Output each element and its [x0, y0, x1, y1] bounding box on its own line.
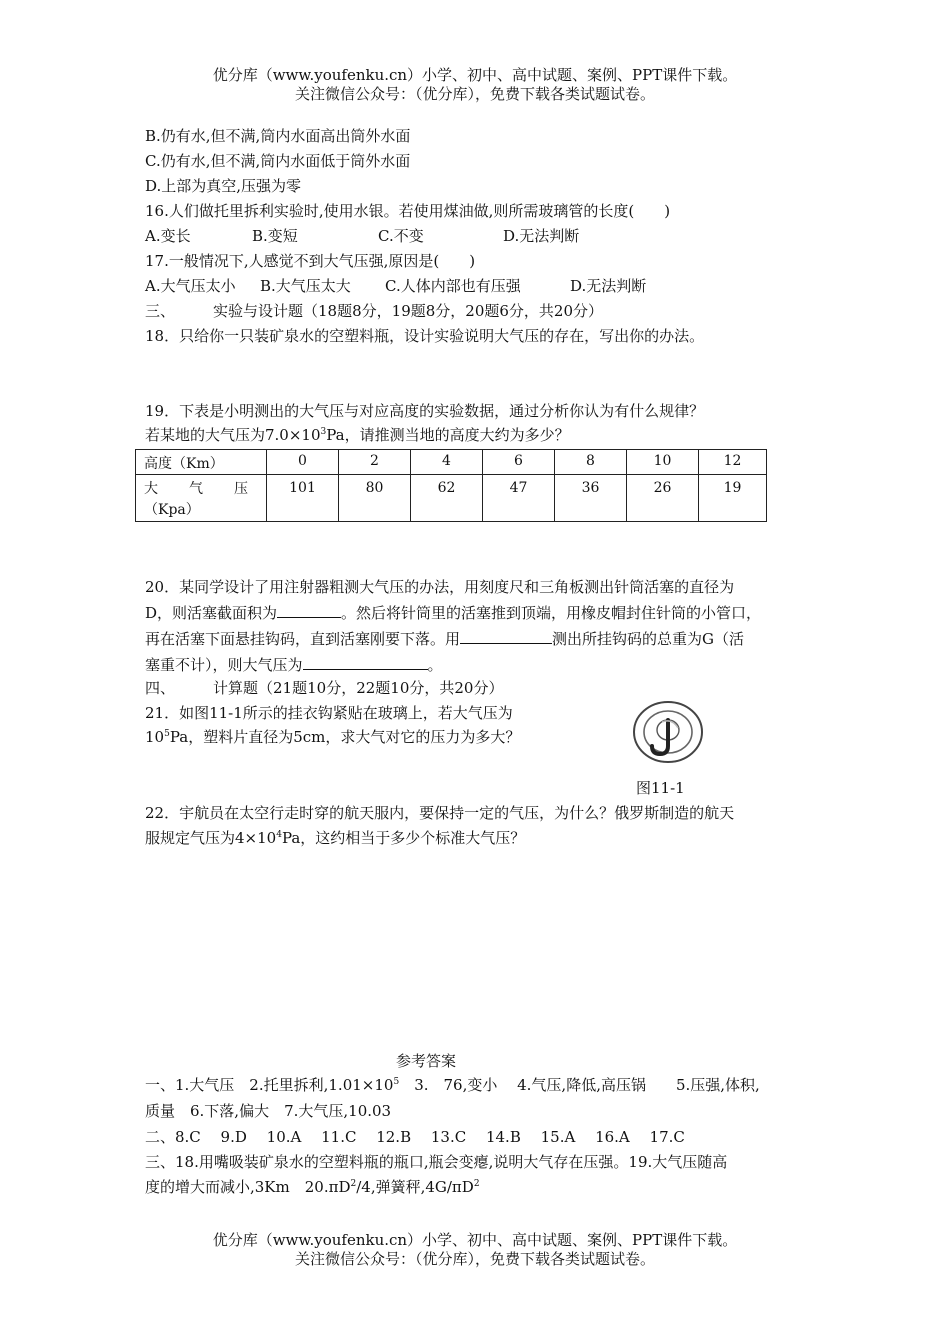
- table-cell: 6: [483, 450, 555, 475]
- answers-title: 参考答案: [396, 1052, 457, 1070]
- q21-line-2: $10^5Pa$，塑料片直径为5cm，求大气对它的压力为多大？: [145, 728, 521, 746]
- q15-option-d: D.上部为真空,压强为零: [145, 177, 302, 195]
- table-cell: 8: [555, 450, 627, 475]
- q15-option-c: C.仍有水,但不满,筒内水面低于筒外水面: [145, 152, 411, 170]
- table-row-height: [136, 450, 767, 475]
- q16-option-b: B.变短: [252, 227, 298, 245]
- answer-blank[interactable]: [460, 629, 552, 644]
- table-cell: 0: [267, 450, 339, 475]
- figure-caption: 图11-1: [636, 779, 685, 797]
- section-3-title: 实验与设计题（18题8分，19题8分，20题6分，共20分）: [213, 302, 603, 320]
- section-4-title: 计算题（21题10分，22题10分，共20分）: [213, 679, 504, 697]
- q21-line-1: 21．如图11-1所示的挂衣钩紧贴在玻璃上，若大气压为: [145, 704, 513, 722]
- q16-stem: 16.人们做托里拆利实验时,使用水银。若使用煤油做,则所需玻璃管的长度( ): [145, 202, 671, 220]
- q17-option-a: A.大气压太小: [145, 277, 236, 295]
- answer-blank[interactable]: [303, 655, 428, 670]
- q17-option-b: B.大气压太大: [260, 277, 351, 295]
- answers-line-3: 二、8.C 9.D 10.A 11.C 12.B 13.C 14.B 15.A 16.A 17.C: [145, 1128, 685, 1146]
- table-cell: 101: [267, 475, 339, 522]
- q22-line-2: 服规定气压为$4\times 10^4Pa$，这约相当于多少个标准大气压？: [145, 829, 526, 847]
- section-4-number: 四、: [145, 679, 176, 697]
- q22-line-1: 22．宇航员在太空行走时穿的航天服内，要保持一定的气压，为什么？俄罗斯制造的航天: [145, 804, 735, 822]
- table-header-height: 高度（Km）: [136, 450, 267, 475]
- table-cell: 19: [699, 475, 767, 522]
- answers-line-1: 一、1.大气压 2.托里拆利$,1.01\times 10^5$ 3. 76,变小 4.气压,降低,高压锅 5.压强,体积,: [145, 1076, 760, 1094]
- table-cell: 62: [411, 475, 483, 522]
- q20-line-3: 再在活塞下面悬挂钩码，直到活塞刚要下落。用 测出所挂钩码的总重为G（活: [145, 630, 744, 648]
- table-header-pressure: 大 气 压 （Kpa）: [136, 475, 267, 522]
- suction-hook-icon: [632, 700, 704, 764]
- table-cell: 10: [627, 450, 699, 475]
- answers-line-4: 三、18.用嘴吸装矿泉水的空塑料瓶的瓶口,瓶会变瘪,说明大气存在压强。19.大气压随高: [145, 1153, 728, 1171]
- q18-text: 18．只给你一只装矿泉水的空塑料瓶，设计实验说明大气压的存在，写出你的办法。: [145, 327, 705, 345]
- answer-blank[interactable]: [277, 603, 341, 618]
- q19-line-1: 19．下表是小明测出的大气压与对应高度的实验数据，通过分析你认为有什么规律？: [145, 402, 705, 420]
- q15-option-b: B.仍有水,但不满,筒内水面高出筒外水面: [145, 127, 411, 145]
- section-3-heading: [145, 301, 603, 321]
- q17-option-c: C.人体内部也有压强: [385, 277, 521, 295]
- q20-line-1: 20．某同学设计了用注射器粗测大气压的办法，用刻度尺和三角板测出针筒活塞的直径为: [145, 578, 735, 596]
- table-cell: 26: [627, 475, 699, 522]
- section-4-heading: [145, 678, 503, 698]
- q16-option-d: D.无法判断: [503, 227, 580, 245]
- table-cell: 80: [339, 475, 411, 522]
- answers-line-2: 质量 6.下落,偏大 7.大气压,10.03: [145, 1102, 392, 1120]
- answers-line-5: 度的增大而减小,3Km $20.\pi D^2/4$,弹簧秤$,4G/\pi D^2$: [145, 1178, 480, 1196]
- q16-option-a: A.变长: [145, 227, 191, 245]
- table-row-pressure: [136, 475, 767, 522]
- q19-line-2: 若某地的大气压为$7.0\times 10^3Pa$，请推测当地的高度大约为多少？: [145, 426, 570, 444]
- footer-line-1: 优分库（www.youfenku.cn）小学、初中、高中试题、案例、PPT课件下载。: [212, 1231, 738, 1249]
- footer-line-2: 关注微信公众号：（优分库），免费下载各类试题试卷。: [294, 1250, 655, 1268]
- q17-option-d: D.无法判断: [570, 277, 647, 295]
- table-cell: 4: [411, 450, 483, 475]
- header-line-2: 关注微信公众号：（优分库），免费下载各类试题试卷。: [294, 85, 655, 103]
- table-cell: 2: [339, 450, 411, 475]
- pressure-altitude-table: [135, 449, 767, 522]
- q17-stem: 17.一般情况下,人感觉不到大气压强,原因是( ): [145, 252, 476, 270]
- table-cell: 47: [483, 475, 555, 522]
- header-line-1: 优分库（www.youfenku.cn）小学、初中、高中试题、案例、PPT课件下载。: [212, 66, 738, 84]
- table-cell: 12: [699, 450, 767, 475]
- q16-option-c: C.不变: [378, 227, 424, 245]
- suction-hook-figure: [632, 700, 704, 764]
- q20-line-4: 塞重不计），则大气压为 。: [145, 656, 443, 674]
- q20-line-2: D，则活塞截面积为 。然后将针筒里的活塞推到顶端，用橡皮帽封住针筒的小管口，: [145, 604, 762, 622]
- table-cell: 36: [555, 475, 627, 522]
- section-3-number: 三、: [145, 302, 176, 320]
